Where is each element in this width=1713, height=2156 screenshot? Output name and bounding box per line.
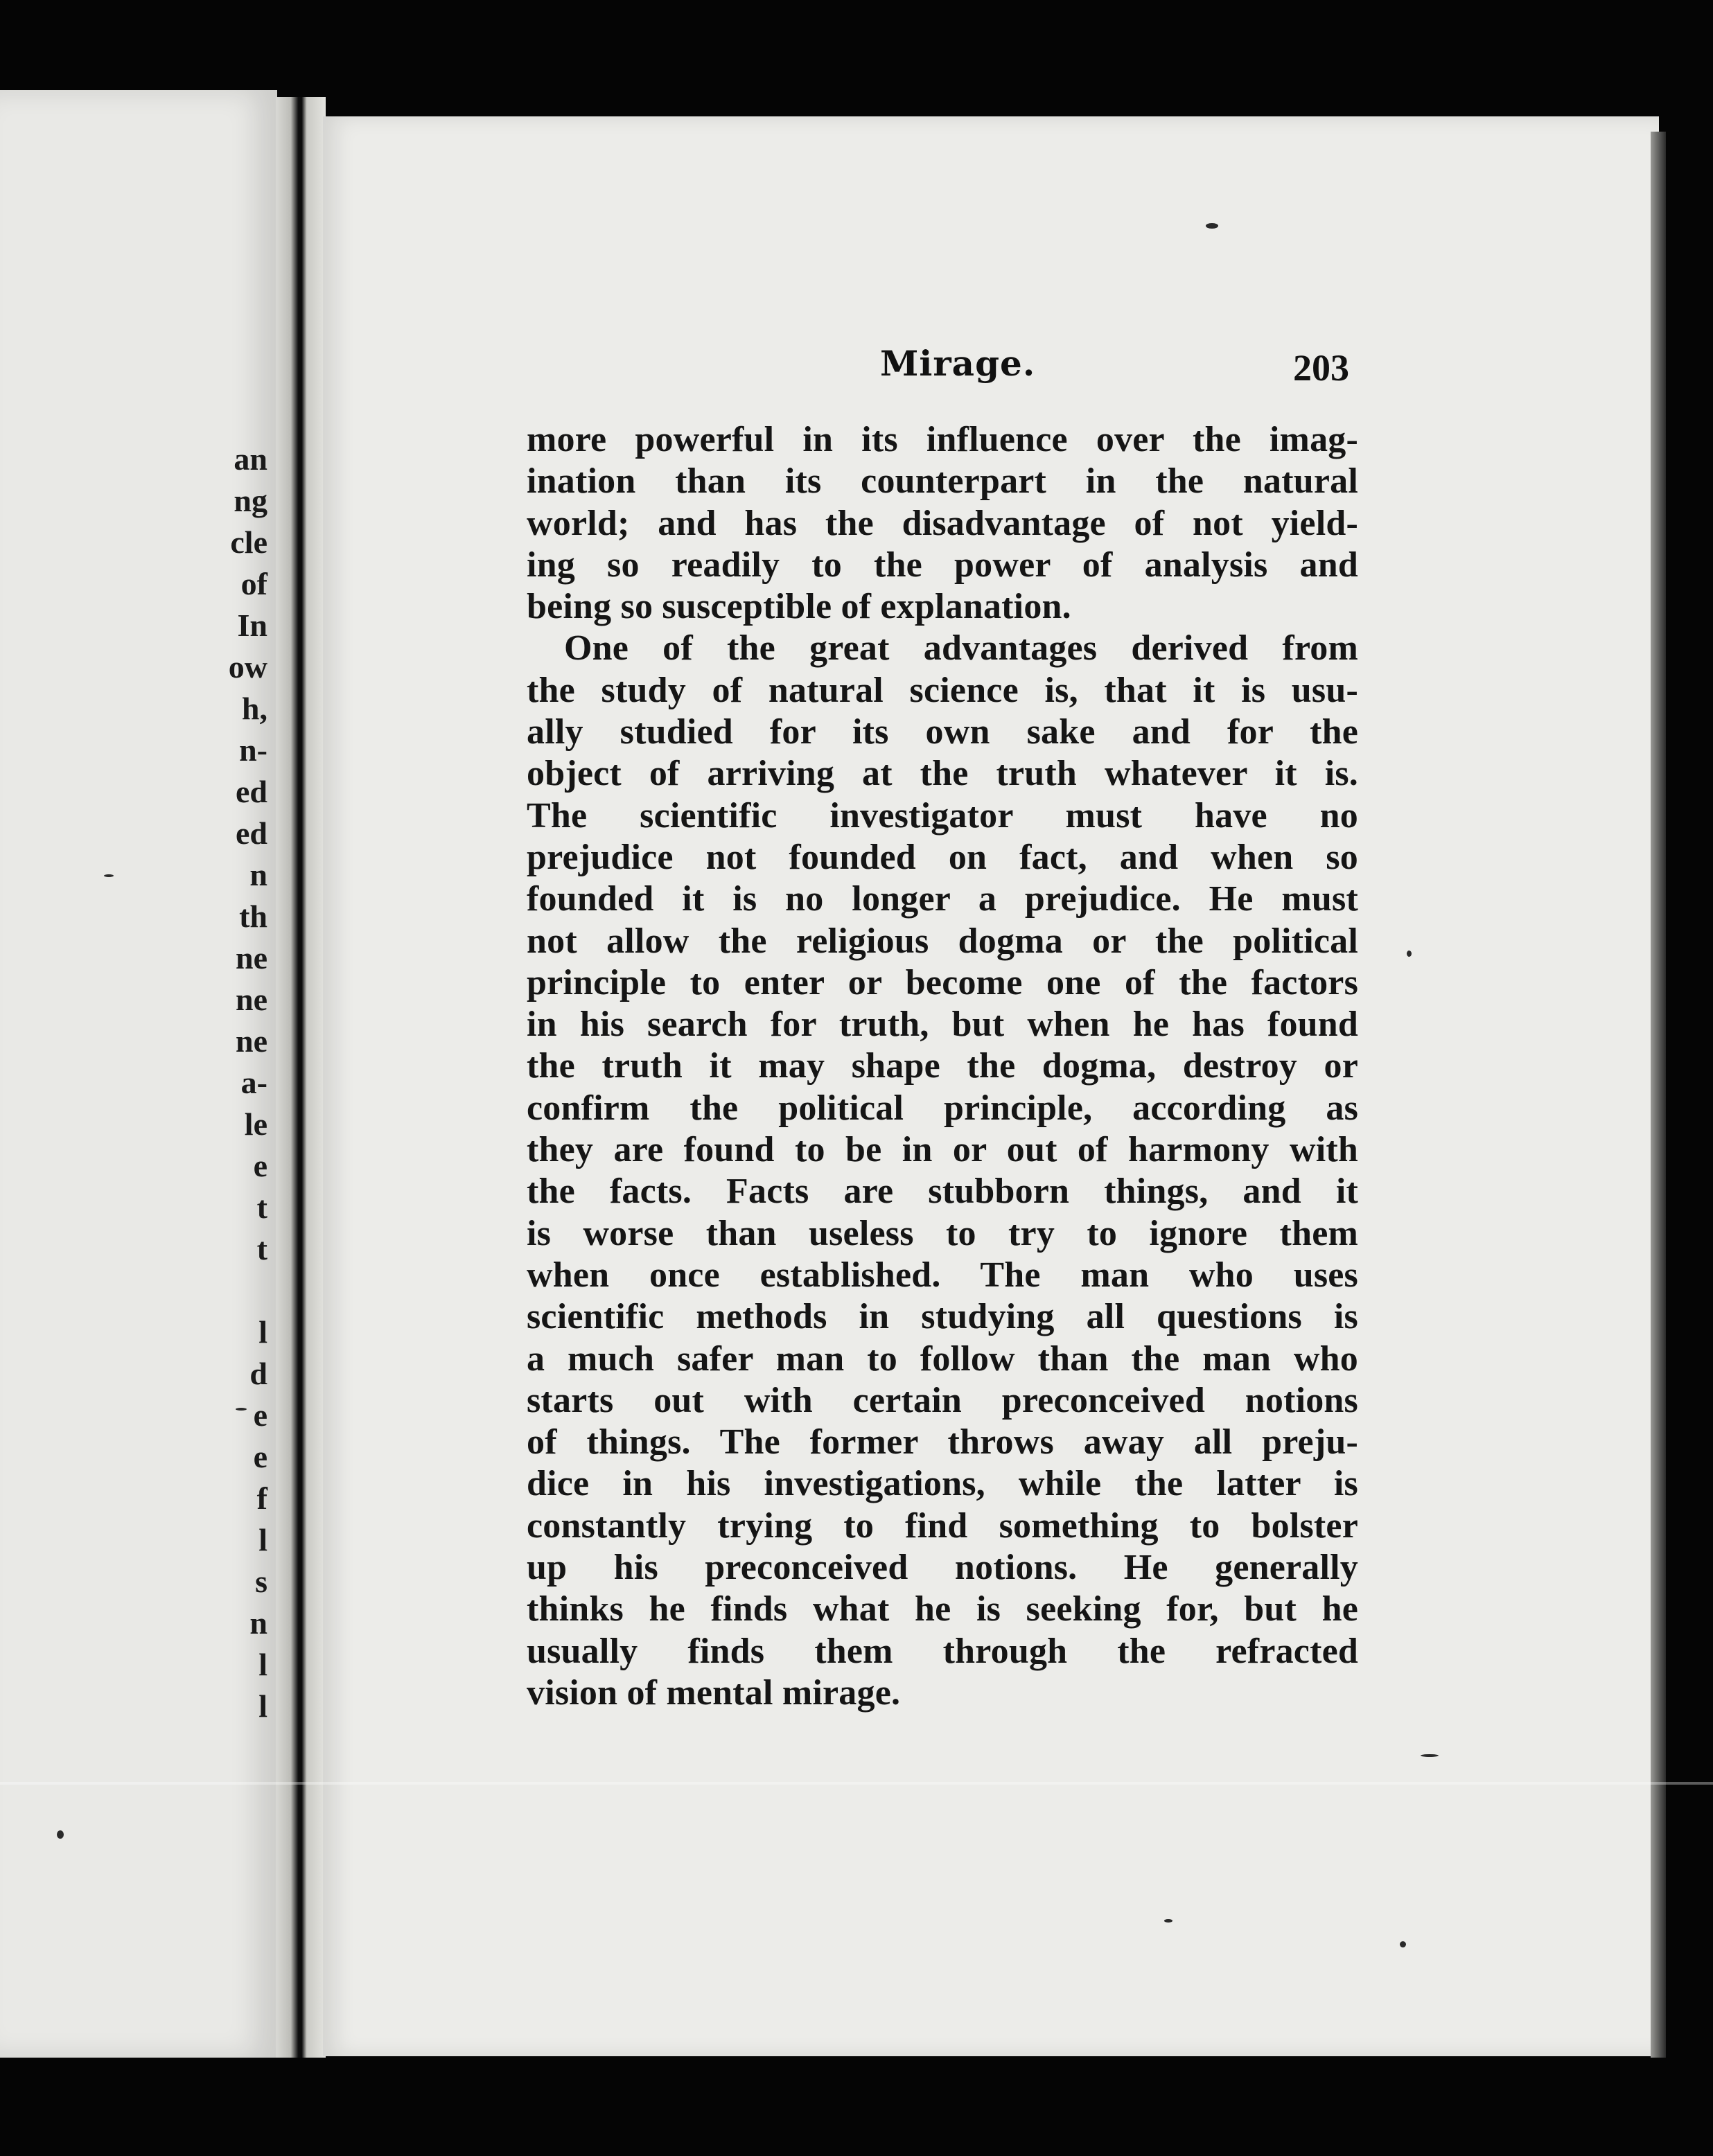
film-speck: [1407, 951, 1412, 957]
page-edge-shadow: [1651, 132, 1666, 2058]
text-line: a much safer man to follow than the man who: [527, 1338, 1358, 1379]
text-line: The scientific investigator must have no: [527, 795, 1358, 836]
text-line: being so susceptible of explanation.: [527, 587, 1071, 627]
text-line: in his search for truth, but when he has found: [527, 1005, 1358, 1045]
left-page-fragment: n-: [239, 732, 267, 768]
left-page-fragment: ow: [228, 649, 267, 684]
text-line: constantly trying to find something to bolster: [527, 1505, 1358, 1546]
text-line: ing so readily to the power of analysis and: [527, 545, 1358, 585]
left-page-fragment: d: [249, 1356, 267, 1391]
text-line: of things. The former throws away all preju-: [527, 1422, 1358, 1463]
text-line: they are found to be in or out of harmony with: [527, 1130, 1358, 1170]
book-gutter: [276, 97, 326, 2058]
left-page-fragment: cle: [230, 524, 267, 560]
film-speck: [1421, 1754, 1439, 1757]
text-line: more powerful in its influence over the imag-: [527, 420, 1358, 459]
left-page-fragment: le: [244, 1106, 267, 1142]
text-line: thinks he finds what he is seeking for, but he: [527, 1589, 1358, 1629]
left-page-fragment: e: [253, 1439, 267, 1474]
left-page-fragment: l: [258, 1688, 267, 1724]
film-speck: [57, 1830, 64, 1839]
left-page-fragment: t: [256, 1190, 267, 1225]
text-line: not allow the religious dogma or the political: [527, 921, 1358, 961]
left-page-fragment: h,: [241, 691, 267, 726]
film-speck: [236, 1408, 247, 1411]
left-page-fragment: a-: [240, 1065, 267, 1100]
left-page-fragment: ne: [236, 1023, 267, 1059]
page-body: [527, 419, 1358, 1714]
left-page-fragment: n: [249, 857, 267, 892]
left-page-fragment: ne: [236, 982, 267, 1017]
left-page-fragment: s: [255, 1564, 267, 1599]
left-page-fragment: ne: [236, 940, 267, 975]
page-number: 203: [1293, 347, 1349, 389]
scan-line: [0, 1782, 1713, 1785]
text-line: up his preconceived notions. He generally: [527, 1548, 1358, 1588]
text-line: ally studied for its own sake and for the: [527, 712, 1358, 752]
text-line: prejudice not founded on fact, and when so: [527, 837, 1358, 877]
left-page-fragment: ng: [234, 483, 267, 518]
left-page-fragment: e: [253, 1397, 267, 1433]
text-line: the truth it may shape the dogma, destroy or: [527, 1046, 1358, 1086]
left-page-fragment: ed: [236, 815, 267, 851]
left-page-fragment: l: [258, 1647, 267, 1682]
left-page-fragment: In: [237, 608, 267, 643]
film-speck: [104, 874, 114, 877]
left-page-fragment: ed: [236, 774, 267, 809]
paragraph-first-line: One of the great advantages derived from: [564, 628, 1358, 669]
left-page: [0, 90, 277, 2058]
text-line: starts out with certain preconceived notions: [527, 1380, 1358, 1420]
running-title: Mirage.: [880, 343, 1036, 384]
left-page-fragment: th: [239, 899, 267, 934]
text-line: world; and has the disadvantage of not yield-: [527, 503, 1358, 543]
text-line: usually finds them through the refracted: [527, 1631, 1358, 1671]
film-speck: [1400, 1941, 1406, 1947]
text-line: is worse than useless to try to ignore them: [527, 1213, 1358, 1253]
left-page-fragment: e: [253, 1148, 267, 1183]
text-line: principle to enter or become one of the factors: [527, 962, 1358, 1002]
left-page-fragment: l: [258, 1314, 267, 1350]
film-speck: [1206, 223, 1218, 229]
text-line: scientific methods in studying all questions is: [527, 1297, 1358, 1337]
text-line: vision of mental mirage.: [527, 1672, 901, 1713]
film-speck: [1164, 1919, 1172, 1923]
left-page-fragment: an: [234, 441, 267, 477]
left-page-fragment: l: [258, 1522, 267, 1557]
left-page-fragment: n: [249, 1605, 267, 1641]
text-line: dice in his investigations, while the latter is: [527, 1464, 1358, 1504]
left-page-fragment: of: [240, 566, 267, 601]
text-line: ination than its counterpart in the natural: [527, 461, 1358, 502]
text-line: the study of natural science is, that it is usu-: [527, 670, 1358, 710]
text-line: confirm the political principle, according as: [527, 1088, 1358, 1128]
text-line: when once established. The man who uses: [527, 1255, 1358, 1295]
text-line: founded it is no longer a prejudice. He must: [527, 879, 1358, 919]
text-line: object of arriving at the truth whatever it is.: [527, 754, 1358, 794]
text-line: the facts. Facts are stubborn things, and it: [527, 1172, 1358, 1212]
left-page-fragment: t: [256, 1231, 267, 1266]
left-page-fragment: f: [256, 1481, 267, 1516]
